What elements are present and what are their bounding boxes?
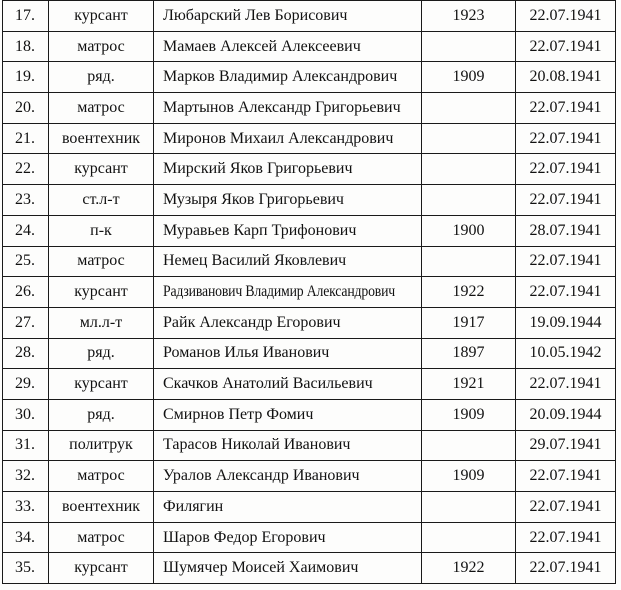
casualty-roster-table — [2, 0, 616, 584]
full-name-text: Немец Василий Яковлевич — [163, 252, 347, 270]
row-number-cell: 32. — [3, 461, 49, 492]
full-name-text: Скачков Анатолий Васильевич — [163, 375, 373, 393]
birth-year-cell: 1923 — [422, 1, 516, 32]
row-number-cell: 29. — [3, 369, 49, 400]
birth-year-cell: 1922 — [422, 553, 516, 584]
birth-year-cell: 1909 — [422, 461, 516, 492]
rank-cell: матрос — [49, 93, 154, 124]
row-number-cell: 34. — [3, 522, 49, 553]
table-row — [3, 399, 616, 430]
table-row — [3, 461, 616, 492]
rank-cell: курсант — [49, 277, 154, 308]
date-cell: 22.07.1941 — [516, 522, 616, 553]
date-cell: 22.07.1941 — [516, 277, 616, 308]
row-number-cell: 17. — [3, 1, 49, 32]
full-name-cell — [154, 246, 422, 277]
date-cell: 20.08.1941 — [516, 62, 616, 93]
table-row — [3, 31, 616, 62]
birth-year-cell — [422, 185, 516, 216]
birth-year-cell: 1921 — [422, 369, 516, 400]
date-cell: 22.07.1941 — [516, 123, 616, 154]
full-name-cell — [154, 154, 422, 185]
birth-year-cell — [422, 93, 516, 124]
rank-cell: курсант — [49, 369, 154, 400]
date-cell: 22.07.1941 — [516, 553, 616, 584]
full-name-cell — [154, 430, 422, 461]
full-name-cell — [154, 553, 422, 584]
rank-cell: курсант — [49, 1, 154, 32]
full-name-text: Мамаев Алексей Алексеевич — [163, 37, 361, 55]
birth-year-cell: 1909 — [422, 62, 516, 93]
full-name-text: Муравьев Карп Трифонович — [163, 221, 357, 239]
full-name-cell — [154, 31, 422, 62]
full-name-text: Музыря Яков Григорьевич — [163, 190, 344, 208]
full-name-cell — [154, 62, 422, 93]
birth-year-cell — [422, 31, 516, 62]
rank-cell: воентехник — [49, 492, 154, 523]
table-row — [3, 430, 616, 461]
row-number-cell: 24. — [3, 215, 49, 246]
rank-cell: ст.л-т — [49, 185, 154, 216]
row-number-cell: 26. — [3, 277, 49, 308]
date-cell: 22.07.1941 — [516, 154, 616, 185]
birth-year-cell — [422, 154, 516, 185]
full-name-cell — [154, 123, 422, 154]
full-name-text: Шумячер Моисей Хаимович — [163, 559, 359, 577]
full-name-cell — [154, 93, 422, 124]
full-name-cell — [154, 492, 422, 523]
table-row — [3, 277, 616, 308]
date-cell: 22.07.1941 — [516, 492, 616, 523]
row-number-cell: 19. — [3, 62, 49, 93]
rank-cell: матрос — [49, 31, 154, 62]
table-row — [3, 185, 616, 216]
birth-year-cell: 1917 — [422, 307, 516, 338]
full-name-text: Филягин — [163, 497, 224, 515]
full-name-cell — [154, 185, 422, 216]
table-row — [3, 307, 616, 338]
birth-year-cell — [422, 492, 516, 523]
full-name-text: Тарасов Николай Иванович — [163, 436, 351, 454]
full-name-text: Смирнов Петр Фомич — [163, 405, 314, 423]
row-number-cell: 30. — [3, 399, 49, 430]
table-row — [3, 62, 616, 93]
table-row — [3, 553, 616, 584]
row-number-cell: 35. — [3, 553, 49, 584]
row-number-cell: 25. — [3, 246, 49, 277]
rank-cell: воентехник — [49, 123, 154, 154]
full-name-text: Уралов Александр Иванович — [163, 467, 360, 485]
rank-cell: курсант — [49, 154, 154, 185]
table-row — [3, 1, 616, 32]
full-name-cell — [154, 369, 422, 400]
full-name-text: Мирский Яков Григорьевич — [163, 160, 353, 178]
table-row — [3, 123, 616, 154]
date-cell: 22.07.1941 — [516, 461, 616, 492]
full-name-cell — [154, 1, 422, 32]
row-number-cell: 28. — [3, 338, 49, 369]
row-number-cell: 33. — [3, 492, 49, 523]
birth-year-cell — [422, 246, 516, 277]
full-name-cell — [154, 399, 422, 430]
table-row — [3, 154, 616, 185]
rank-cell: ряд. — [49, 338, 154, 369]
table-row — [3, 522, 616, 553]
rank-cell: политрук — [49, 430, 154, 461]
birth-year-cell: 1900 — [422, 215, 516, 246]
table-row — [3, 246, 616, 277]
date-cell: 28.07.1941 — [516, 215, 616, 246]
rank-cell: курсант — [49, 553, 154, 584]
date-cell: 20.09.1944 — [516, 399, 616, 430]
full-name-text: Марков Владимир Александрович — [163, 68, 398, 86]
date-cell: 22.07.1941 — [516, 246, 616, 277]
row-number-cell: 27. — [3, 307, 49, 338]
full-name-cell — [154, 215, 422, 246]
date-cell: 19.09.1944 — [516, 307, 616, 338]
full-name-text: Райк Александр Егорович — [163, 313, 341, 331]
date-cell: 22.07.1941 — [516, 31, 616, 62]
rank-cell: матрос — [49, 461, 154, 492]
row-number-cell: 21. — [3, 123, 49, 154]
table-row — [3, 369, 616, 400]
row-number-cell: 23. — [3, 185, 49, 216]
table-row — [3, 492, 616, 523]
full-name-text: Романов Илья Иванович — [163, 344, 330, 362]
full-name-cell — [154, 277, 422, 308]
date-cell: 22.07.1941 — [516, 185, 616, 216]
date-cell: 29.07.1941 — [516, 430, 616, 461]
row-number-cell: 20. — [3, 93, 49, 124]
row-number-cell: 31. — [3, 430, 49, 461]
date-cell: 22.07.1941 — [516, 93, 616, 124]
row-number-cell: 22. — [3, 154, 49, 185]
birth-year-cell — [422, 123, 516, 154]
date-cell: 10.05.1942 — [516, 338, 616, 369]
full-name-text: Миронов Михаил Александрович — [163, 129, 394, 147]
rank-cell: матрос — [49, 246, 154, 277]
rank-cell: ряд. — [49, 399, 154, 430]
full-name-cell — [154, 522, 422, 553]
rank-cell: матрос — [49, 522, 154, 553]
table-row — [3, 93, 616, 124]
birth-year-cell: 1922 — [422, 277, 516, 308]
birth-year-cell: 1909 — [422, 399, 516, 430]
row-number-cell: 18. — [3, 31, 49, 62]
full-name-cell — [154, 461, 422, 492]
full-name-cell — [154, 307, 422, 338]
rank-cell: ряд. — [49, 62, 154, 93]
full-name-text: Мартынов Александр Григорьевич — [163, 98, 401, 116]
table-row — [3, 215, 616, 246]
rank-cell: п-к — [49, 215, 154, 246]
rank-cell: мл.л-т — [49, 307, 154, 338]
roster-table-body — [3, 1, 616, 584]
full-name-text: Радзиванович Владимир Александрович — [163, 283, 396, 301]
birth-year-cell — [422, 522, 516, 553]
date-cell: 22.07.1941 — [516, 1, 616, 32]
table-row — [3, 338, 616, 369]
birth-year-cell — [422, 430, 516, 461]
full-name-text: Любарский Лев Борисович — [163, 6, 348, 24]
full-name-cell — [154, 338, 422, 369]
birth-year-cell: 1897 — [422, 338, 516, 369]
full-name-text: Шаров Федор Егорович — [163, 528, 326, 546]
date-cell: 22.07.1941 — [516, 369, 616, 400]
